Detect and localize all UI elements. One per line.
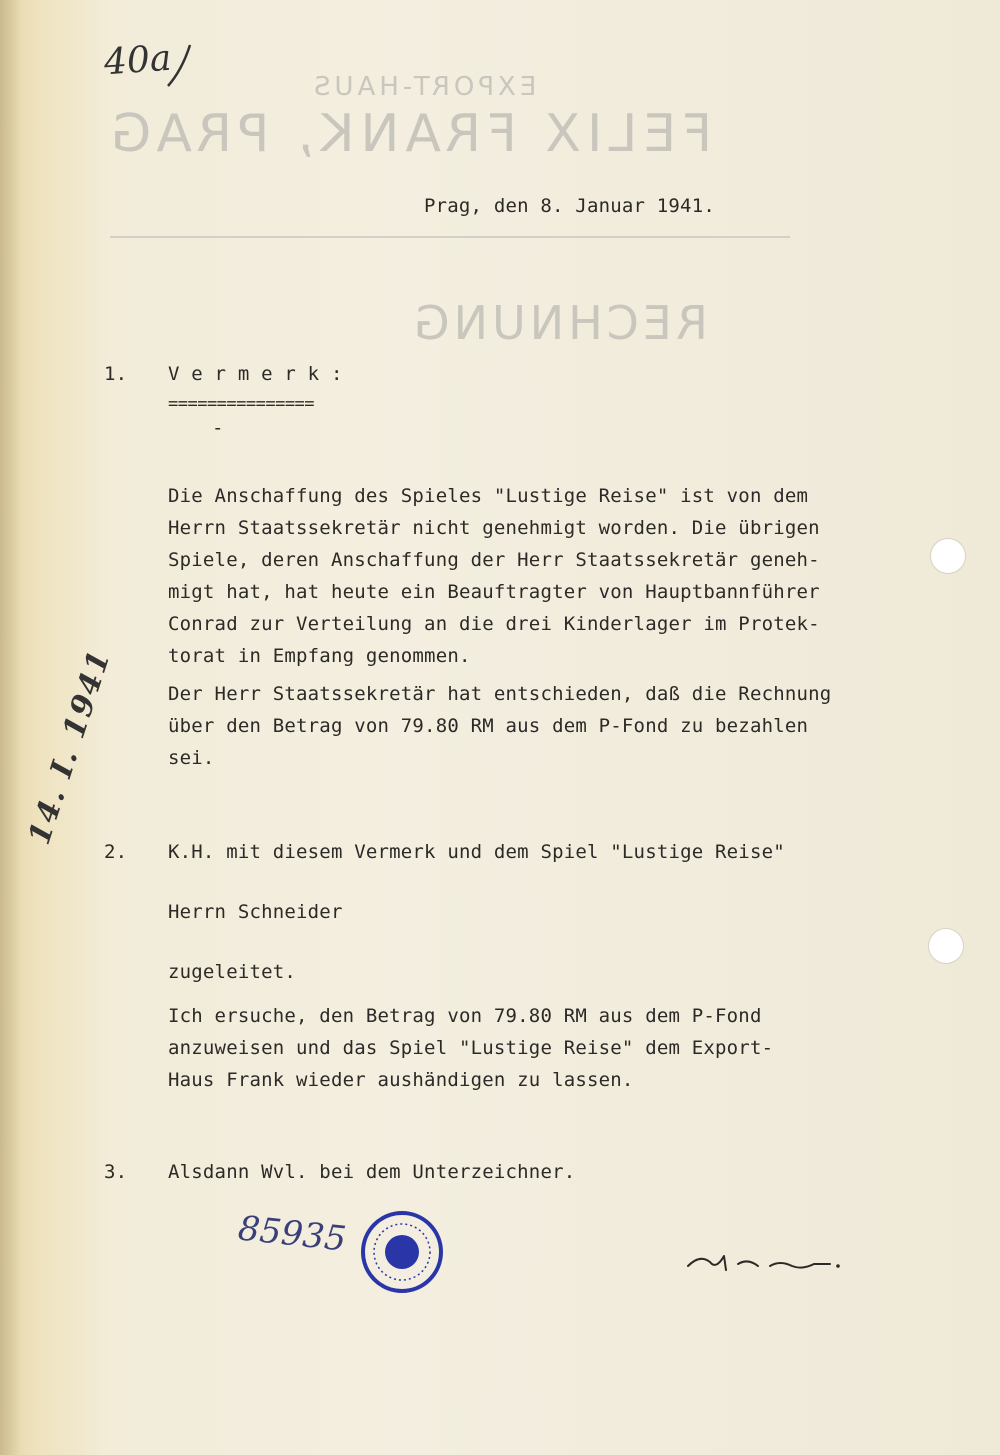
section-2-recipient: Herrn Schneider xyxy=(168,901,343,923)
vermerk-heading: V e r m e r k : xyxy=(168,363,343,385)
section-3-number: 3. xyxy=(104,1161,128,1183)
vermerk-underline: =============== xyxy=(168,394,315,414)
archive-number: 40a xyxy=(102,37,173,84)
show-through-rule xyxy=(110,236,790,238)
paragraph-1-line-1: Die Anschaffung des Spieles "Lustige Reise" ist von dem xyxy=(168,485,809,507)
paragraph-2-line-1: Der Herr Staatssekretär hat entschieden, daß die Rechnung xyxy=(168,683,832,705)
paragraph-1-line-2: Herrn Staatssekretär nicht genehmigt worden. Die übrigen xyxy=(168,517,820,539)
date-line: Prag, den 8. Januar 1941. xyxy=(424,195,715,217)
section-1-number: 1. xyxy=(104,363,128,385)
section-2-number: 2. xyxy=(104,841,128,863)
section-2-line-1: K.H. mit diesem Vermerk und dem Spiel "Lustige Reise" xyxy=(168,841,785,863)
paragraph-2-line-3: sei. xyxy=(168,747,215,769)
archive-stamp xyxy=(360,1210,444,1294)
paper-edge-shadow xyxy=(0,0,22,1455)
section-3-text: Alsdann Wvl. bei dem Unterzeichner. xyxy=(168,1161,576,1183)
paragraph-1-line-6: torat in Empfang genommen. xyxy=(168,645,471,667)
punch-hole-top xyxy=(930,538,966,574)
punch-hole-bottom xyxy=(928,928,964,964)
show-through-line-1: EXPORT-HAUS xyxy=(310,72,537,102)
vermerk-mark: - xyxy=(212,417,224,439)
handwritten-number: 85935 xyxy=(236,1208,348,1260)
show-through-line-2: FELIX FRANK, PRAG xyxy=(105,104,713,164)
signature xyxy=(680,1236,850,1286)
paragraph-1-line-4: migt hat, hat heute ein Beauftragter von Hauptbannführer xyxy=(168,581,820,603)
section-2-para-line-1: Ich ersuche, den Betrag von 79.80 RM aus dem P-Fond xyxy=(168,1005,762,1027)
archive-number-slash xyxy=(160,40,200,90)
section-2-para-line-3: Haus Frank wieder aushändigen zu lassen. xyxy=(168,1069,634,1091)
paragraph-2-line-2: über den Betrag von 79.80 RM aus dem P-Fond zu bezahlen xyxy=(168,715,809,737)
paragraph-1-line-5: Conrad zur Verteilung an die drei Kinderlager im Protek- xyxy=(168,613,820,635)
show-through-line-3: RECHNUNG xyxy=(410,296,708,350)
section-2-para-line-2: anzuweisen und das Spiel "Lustige Reise" dem Export- xyxy=(168,1037,774,1059)
section-2-forwarded: zugeleitet. xyxy=(168,961,297,983)
handwritten-date: 14. I. 1941 xyxy=(22,644,119,849)
paragraph-1-line-3: Spiele, deren Anschaffung der Herr Staatssekretär geneh- xyxy=(168,549,820,571)
